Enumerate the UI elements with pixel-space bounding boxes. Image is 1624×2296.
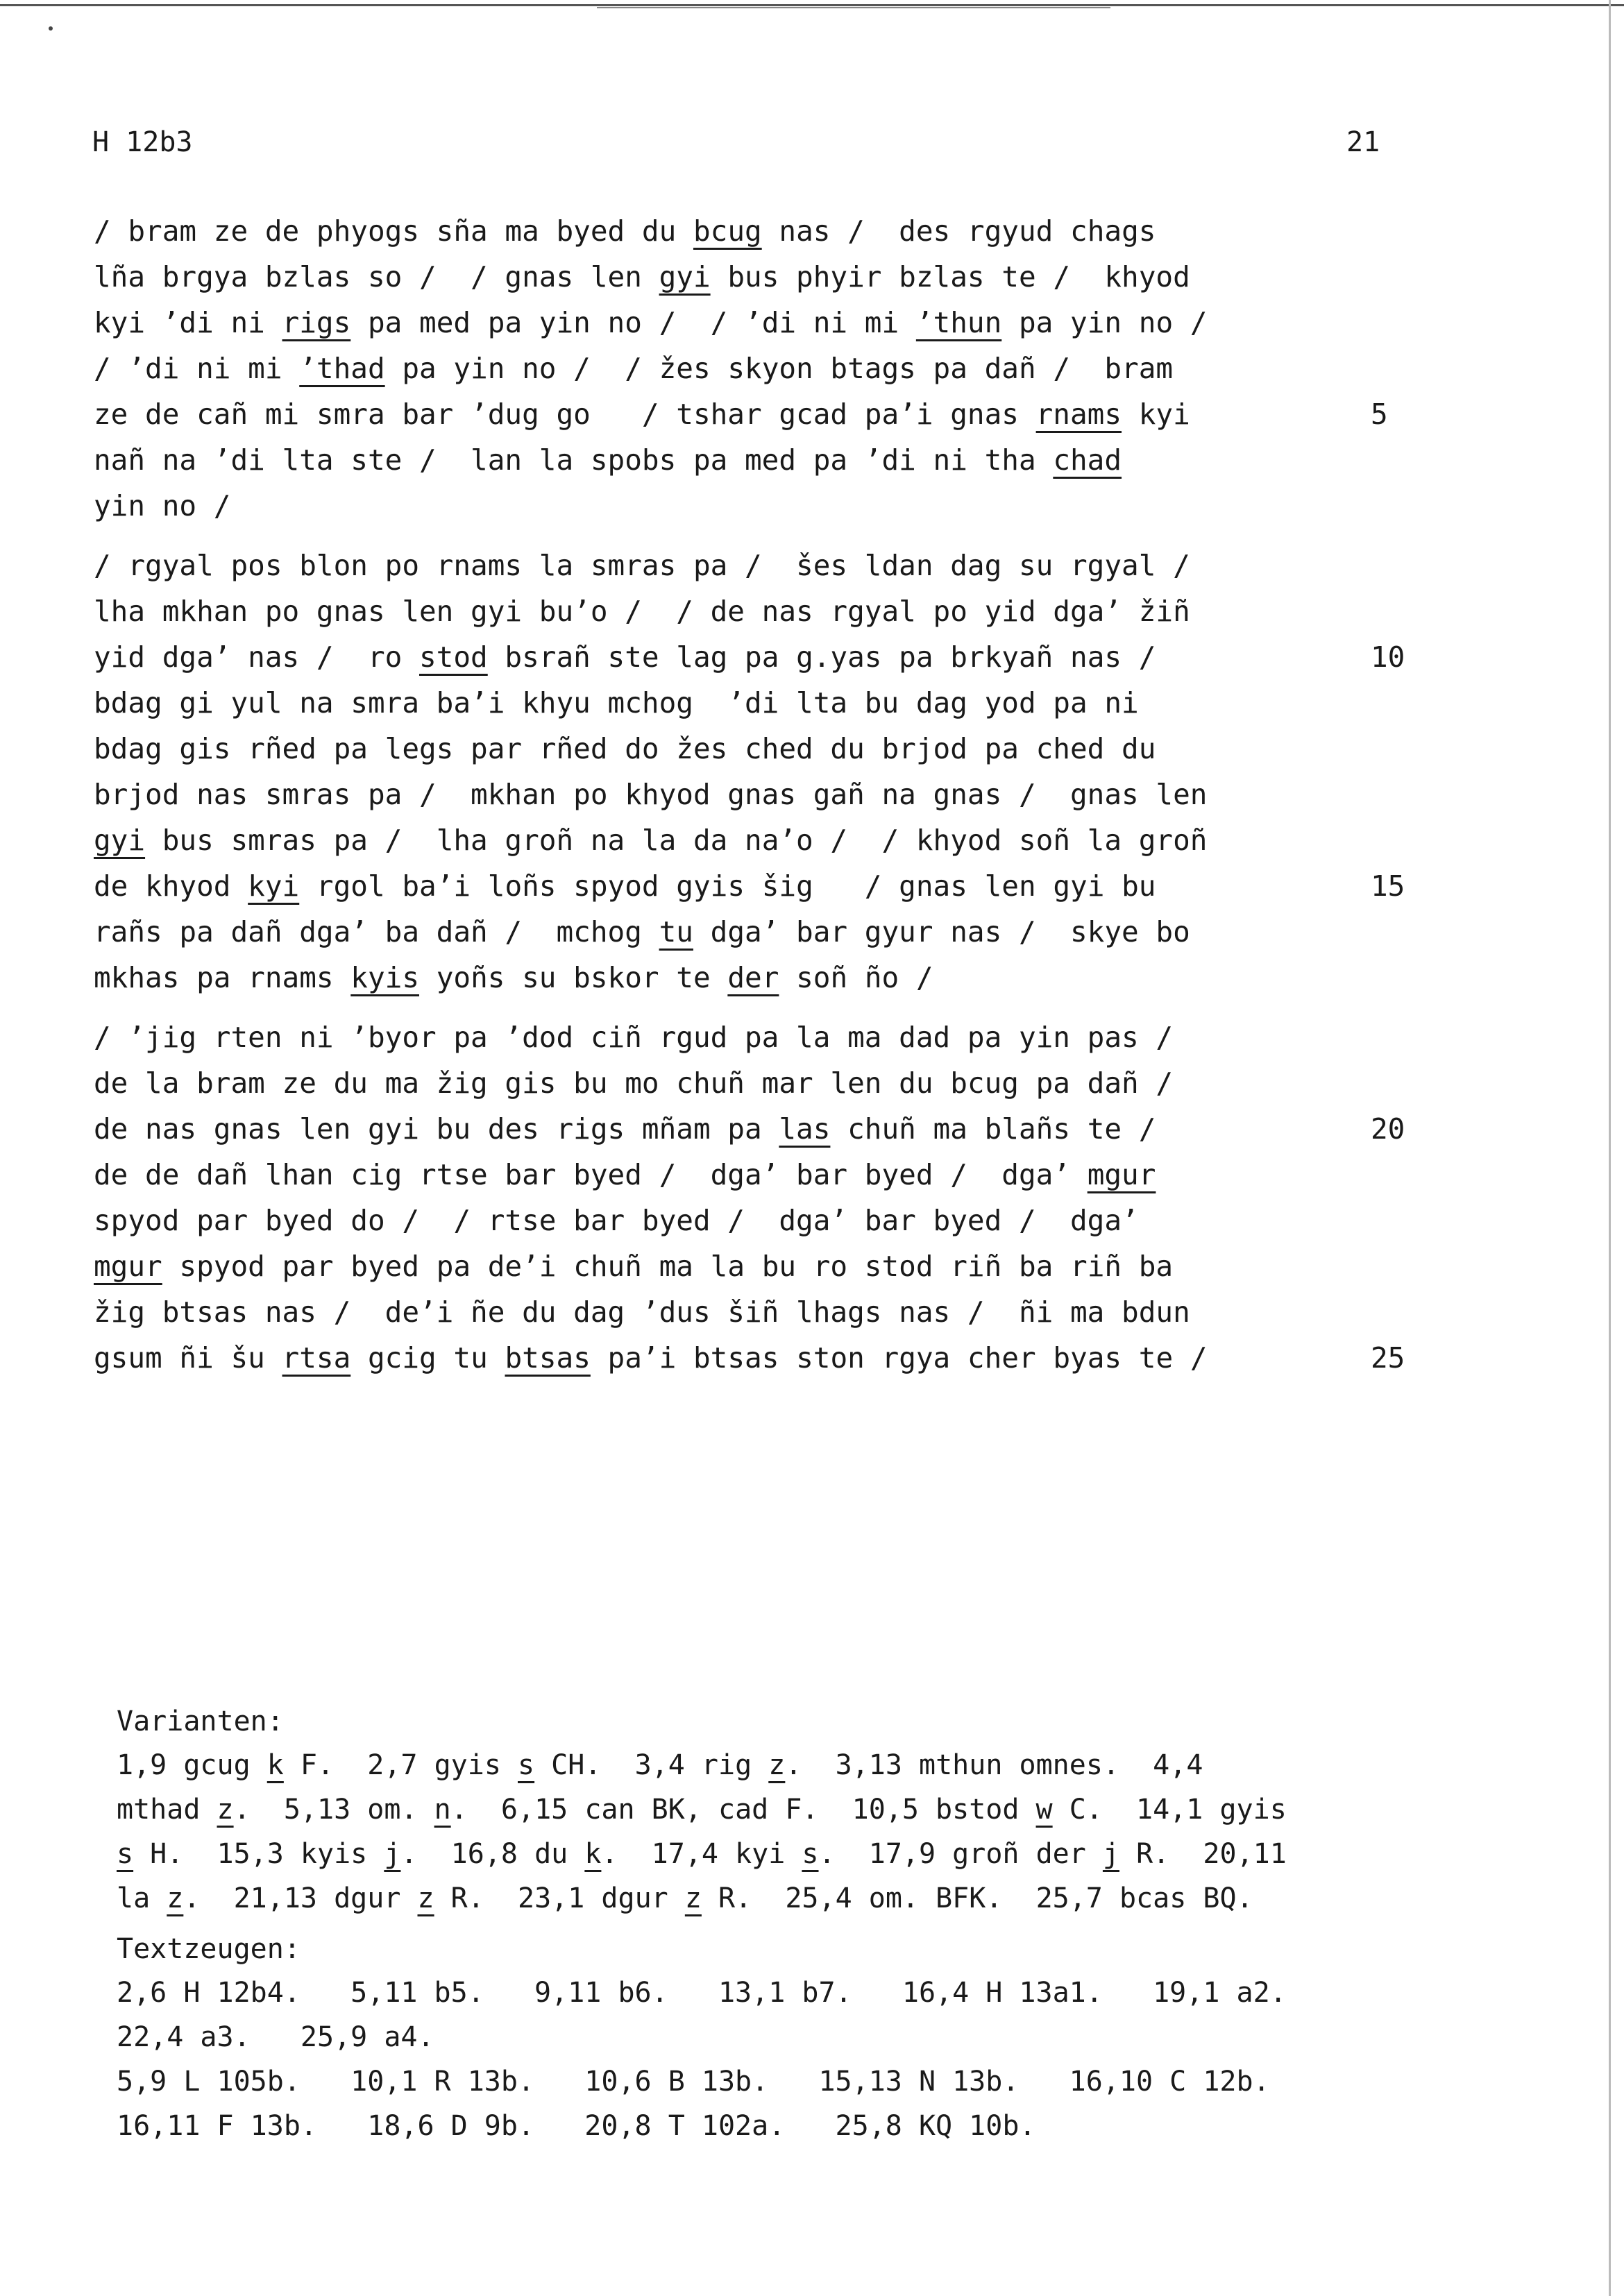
varianten-line xyxy=(117,1832,1574,1876)
text-segment: ze de cañ mi smra bar ’dug go / tshar gcad pa’i gnas xyxy=(94,398,1036,431)
textzeugen-heading: Textzeugen: xyxy=(117,1933,301,1965)
text-line xyxy=(94,772,1398,817)
text-line xyxy=(94,634,1405,680)
text-segment: 5,9 L 105b. 10,1 R 13b. 10,6 B 13b. 15,13 N 13b. 16,10 C 12b. xyxy=(117,2066,1270,2098)
text-segment: žig btsas nas / de’i ñe du dag ’dus šiñ lhags nas / ñi ma bdun xyxy=(94,1295,1190,1329)
text-segment: . 6,15 can BK, cad F. 10,5 bstod xyxy=(450,1794,1036,1826)
apparatus xyxy=(117,1700,1574,2148)
text-segment: dga’ bar gyur nas / skye bo xyxy=(693,915,1190,949)
text-line xyxy=(94,588,1398,634)
text-segment: / bram ze de phyogs sña ma byed du xyxy=(94,214,693,248)
right-scan-edge xyxy=(1609,0,1611,2296)
underlined-word: kyi xyxy=(248,869,300,903)
top-scan-edge-secondary xyxy=(597,7,1110,8)
underlined-word: s xyxy=(518,1749,535,1781)
text-segment: / rgyal pos blon po rnams la smras pa / šes ldan dag su rgyal / xyxy=(94,549,1190,582)
text-segment: / ’di ni mi xyxy=(94,352,300,385)
underlined-word: z xyxy=(684,1882,702,1914)
textzeugen-line xyxy=(117,2059,1574,2104)
underlined-word: z xyxy=(217,1794,234,1826)
text-segment: . 3,13 mthun omnes. 4,4 xyxy=(785,1749,1203,1781)
text-segment: bdag gi yul na smra ba’i khyu mchog ’di lta bu dag yod pa ni xyxy=(94,686,1139,720)
line-number: 15 xyxy=(1371,869,1405,903)
text-line xyxy=(94,1335,1405,1381)
text-segment: rgol ba’i loñs spyod gyis šig / gnas len gyi bu xyxy=(299,869,1156,903)
underlined-word: rtsa xyxy=(282,1341,351,1375)
text-segment: kyi ’di ni xyxy=(94,306,282,339)
text-segment: pa yin no / xyxy=(1001,306,1208,339)
text-segment: brjod nas smras pa / mkhan po khyod gnas gañ na gnas / gnas len xyxy=(94,778,1208,811)
text-segment: mkhas pa rnams xyxy=(94,961,351,994)
main-text xyxy=(94,208,1405,1381)
text-segment: C. 14,1 gyis xyxy=(1052,1794,1287,1826)
text-segment: la xyxy=(117,1882,167,1914)
underlined-word: s xyxy=(117,1838,134,1870)
textzeugen-list xyxy=(117,1971,1574,2148)
text-line xyxy=(94,909,1398,955)
text-segment: kyi xyxy=(1122,398,1190,431)
text-line xyxy=(94,1060,1398,1106)
text-segment: lha mkhan po gnas len gyi bu’o / / de nas rgyal po yid dga’ žiñ xyxy=(94,595,1190,628)
underlined-word: mgur xyxy=(1087,1158,1156,1191)
text-segment: de de dañ lhan cig rtse bar byed / dga’ bar byed / dga’ xyxy=(94,1158,1088,1191)
text-line xyxy=(94,543,1398,588)
text-segment: CH. 3,4 rig xyxy=(534,1749,769,1781)
line-number: 10 xyxy=(1371,640,1405,674)
top-scan-edge xyxy=(0,4,1624,6)
text-line xyxy=(94,1289,1398,1335)
folio-reference: H 12b3 xyxy=(92,126,193,158)
text-segment: mthad xyxy=(117,1794,217,1826)
underlined-word: k xyxy=(584,1838,602,1870)
underlined-word: bcug xyxy=(693,214,762,248)
text-line xyxy=(94,208,1398,254)
varianten-heading: Varianten: xyxy=(117,1706,284,1737)
scan-speck xyxy=(49,26,53,31)
text-line xyxy=(94,955,1398,1001)
text-segment: / ’jig rten ni ’byor pa ’dod ciñ rgud pa la ma dad pa yin pas / xyxy=(94,1021,1174,1054)
text-segment: yoñs su bskor te xyxy=(419,961,728,994)
text-line xyxy=(94,817,1398,863)
underlined-word: kyis xyxy=(350,961,420,994)
text-segment: . 17,9 groñ der xyxy=(818,1838,1103,1870)
underlined-word: gyi xyxy=(94,824,146,857)
underlined-word: ’thun xyxy=(915,306,1002,339)
text-segment: . 17,4 kyi xyxy=(601,1838,802,1870)
underlined-word: gyi xyxy=(659,260,711,294)
text-segment: H. 15,3 kyis xyxy=(133,1838,384,1870)
text-segment: chuñ ma blañs te / xyxy=(830,1112,1156,1146)
varianten-line xyxy=(117,1787,1574,1832)
text-segment: de khyod xyxy=(94,869,248,903)
text-segment: . 5,13 om. xyxy=(233,1794,434,1826)
text-segment: bus phyir bzlas te / khyod xyxy=(710,260,1190,294)
text-segment: pa yin no / / žes skyon btags pa dañ / bram xyxy=(384,352,1174,385)
text-segment: R. 25,4 om. BFK. 25,7 bcas BQ. xyxy=(701,1882,1253,1914)
text-segment: 16,11 F 13b. 18,6 D 9b. 20,8 T 102a. 25,8 KQ 10b. xyxy=(117,2110,1036,2142)
line-number: 25 xyxy=(1371,1341,1405,1375)
text-line xyxy=(94,437,1398,483)
underlined-word: z xyxy=(768,1749,786,1781)
text-segment: gcig tu xyxy=(350,1341,505,1375)
underlined-word: tu xyxy=(659,915,693,949)
text-segment: bsrañ ste lag pa g.yas pa brkyañ nas / xyxy=(487,640,1156,674)
text-segment: . 21,13 dgur xyxy=(183,1882,418,1914)
varianten-line xyxy=(117,1743,1574,1787)
textzeugen-line xyxy=(117,2015,1574,2059)
text-line xyxy=(94,254,1398,300)
text-segment: bdag gis rñed pa legs par rñed do žes ched du brjod pa ched du xyxy=(94,732,1156,765)
text-segment: pa med pa yin no / / ’di ni mi xyxy=(350,306,916,339)
underlined-word: w xyxy=(1035,1794,1053,1826)
text-segment: F. 2,7 gyis xyxy=(283,1749,518,1781)
textzeugen-line xyxy=(117,2104,1574,2148)
line-number: 20 xyxy=(1371,1112,1405,1146)
text-line xyxy=(94,680,1398,726)
text-segment: R. 20,11 xyxy=(1119,1838,1287,1870)
underlined-word: las xyxy=(779,1112,831,1146)
text-line xyxy=(94,726,1398,772)
underlined-word: j xyxy=(384,1838,401,1870)
underlined-word: mgur xyxy=(94,1250,162,1283)
text-segment: yin no / xyxy=(94,489,231,522)
underlined-word: btsas xyxy=(505,1341,591,1375)
text-line xyxy=(94,346,1398,391)
text-line xyxy=(94,483,1398,529)
text-segment: nas / des rgyud chags xyxy=(761,214,1156,248)
text-segment: gsum ñi šu xyxy=(94,1341,282,1375)
underlined-word: rnams xyxy=(1035,398,1122,431)
text-segment: . 16,8 du xyxy=(400,1838,585,1870)
text-line xyxy=(94,1014,1398,1060)
text-line xyxy=(94,391,1398,437)
page-number: 21 xyxy=(1346,126,1380,158)
text-segment: spyod par byed do / / rtse bar byed / dga’ bar byed / dga’ xyxy=(94,1204,1139,1237)
text-segment: soñ ño / xyxy=(779,961,933,994)
text-segment: pa’i btsas ston rgya cher byas te / xyxy=(590,1341,1208,1375)
text-segment: rañs pa dañ dga’ ba dañ / mchog xyxy=(94,915,659,949)
text-segment: spyod par byed pa de’i chuñ ma la bu ro stod riñ ba riñ ba xyxy=(162,1250,1174,1283)
varianten-list xyxy=(117,1743,1574,1921)
underlined-word: k xyxy=(267,1749,284,1781)
text-line xyxy=(94,1243,1398,1289)
text-line xyxy=(94,863,1405,909)
underlined-word: s xyxy=(802,1838,819,1870)
text-segment: R. 23,1 dgur xyxy=(434,1882,685,1914)
text-segment: 2,6 H 12b4. 5,11 b5. 9,11 b6. 13,1 b7. 16,4 H 13a1. 19,1 a2. xyxy=(117,1977,1287,2009)
text-line xyxy=(94,1198,1398,1243)
text-segment: bus smras pa / lha groñ na la da na’o / / khyod soñ la groñ xyxy=(145,824,1208,857)
text-line xyxy=(94,1152,1398,1198)
text-segment: de nas gnas len gyi bu des rigs mñam pa xyxy=(94,1112,779,1146)
text-segment: 22,4 a3. 25,9 a4. xyxy=(117,2021,434,2053)
text-segment: nañ na ’di lta ste / lan la spobs pa med pa ’di ni tha xyxy=(94,443,1054,477)
underlined-word: chad xyxy=(1053,443,1122,477)
textzeugen-line xyxy=(117,1971,1574,2015)
text-line xyxy=(94,1106,1405,1152)
varianten-line xyxy=(117,1876,1574,1921)
text-segment: 1,9 gcug xyxy=(117,1749,267,1781)
text-segment: lña brgya bzlas so / / gnas len xyxy=(94,260,659,294)
underlined-word: ’thad xyxy=(299,352,385,385)
underlined-word: z xyxy=(417,1882,434,1914)
underlined-word: j xyxy=(1102,1838,1119,1870)
text-segment: de la bram ze du ma žig gis bu mo chuñ mar len du bcug pa dañ / xyxy=(94,1066,1174,1100)
underlined-word: der xyxy=(727,961,779,994)
text-line xyxy=(94,300,1398,346)
underlined-word: z xyxy=(167,1882,184,1914)
underlined-word: rigs xyxy=(282,306,351,339)
underlined-word: n xyxy=(434,1794,451,1826)
underlined-word: stod xyxy=(419,640,488,674)
text-segment: yid dga’ nas / ro xyxy=(94,640,419,674)
line-number: 5 xyxy=(1371,398,1388,431)
